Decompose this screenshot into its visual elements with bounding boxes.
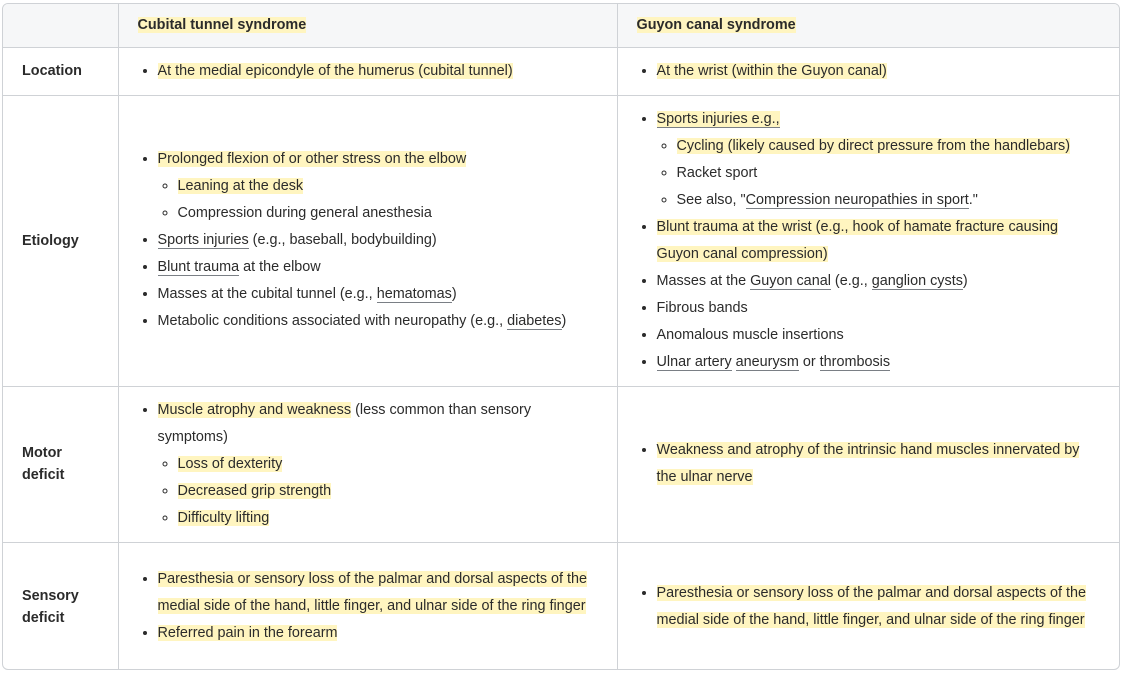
comparison-table xyxy=(3,4,1120,670)
list-item: • Ulnar artery aneurysm or thrombosis xyxy=(657,349,1103,376)
cell-location-guyon xyxy=(617,47,1120,95)
list-item: • Masses at the Guyon canal (e.g., ganglion cysts) xyxy=(657,268,1103,295)
header-row xyxy=(3,4,1120,47)
link-diabetes[interactable]: diabetes xyxy=(507,313,562,329)
list-item: ◦ Loss of dexterity xyxy=(178,451,598,478)
link-ganglion-cysts[interactable]: ganglion cysts xyxy=(871,272,963,289)
table-row-sensory xyxy=(3,542,1120,670)
link-guyon-canal[interactable]: Guyon canal xyxy=(750,272,831,289)
row-label-location: Location xyxy=(3,47,118,95)
link-blunt-trauma[interactable]: Blunt trauma xyxy=(157,259,240,275)
row-label-etiology: Etiology xyxy=(3,95,118,386)
list-item: • Referred pain in the forearm xyxy=(158,620,598,647)
header-empty-cell xyxy=(3,4,118,47)
cell-etiology-cubital xyxy=(118,95,617,386)
table-row-motor xyxy=(3,386,1120,542)
table-row-etiology xyxy=(3,95,1120,386)
list-item: • Muscle atrophy and weakness (less common than sensory symptoms) ◦ Loss of dexterity ◦ Decreased grip strength ◦ Difficulty lifting xyxy=(158,397,598,532)
list-item: • Fibrous bands xyxy=(657,295,1103,322)
list-item: • Weakness and atrophy of the intrinsic hand muscles innervated by the ulnar nerve xyxy=(657,437,1103,491)
list-item: • Sports injuries (e.g., baseball, bodybuilding) xyxy=(158,227,598,254)
row-label-sensory: Sensory deficit xyxy=(3,542,118,670)
list-item: • Blunt trauma at the elbow xyxy=(158,254,598,281)
list-item: • At the medial epicondyle of the humerus (cubital tunnel) xyxy=(158,58,598,85)
cell-motor-guyon xyxy=(617,386,1120,542)
header-guyon-text: Guyon canal syndrome xyxy=(636,17,796,34)
cell-location-cubital xyxy=(118,47,617,95)
list-item: ◦ See also, "Compression neuropathies in sport." xyxy=(677,187,1103,214)
link-aneurysm[interactable]: aneurysm xyxy=(735,353,799,370)
link-sports-injuries[interactable]: Sports injuries xyxy=(157,232,249,248)
list-item: ◦ Decreased grip strength xyxy=(178,478,598,505)
list-item: ◦ Racket sport xyxy=(677,160,1103,187)
list-item: ◦ Difficulty lifting xyxy=(178,505,598,532)
cell-sensory-guyon xyxy=(617,542,1120,670)
list-item: • Metabolic conditions associated with neuropathy (e.g., diabetes) xyxy=(158,308,598,335)
cell-etiology-guyon xyxy=(617,95,1120,386)
cell-sensory-cubital xyxy=(118,542,617,670)
list-item: ◦ Compression during general anesthesia xyxy=(178,200,598,227)
comparison-table-container xyxy=(2,3,1120,670)
row-label-motor: Motor deficit xyxy=(3,386,118,542)
link-sports-injuries-guyon[interactable]: Sports injuries e.g., xyxy=(656,110,780,127)
link-thrombosis[interactable]: thrombosis xyxy=(819,353,891,370)
list-item: ◦ Cycling (likely caused by direct pressure from the handlebars) xyxy=(677,133,1103,160)
header-cubital-text: Cubital tunnel syndrome xyxy=(137,17,307,34)
table-row-location xyxy=(3,47,1120,95)
list-item: • Paresthesia or sensory loss of the palmar and dorsal aspects of the medial side of the hand, little finger, and ulnar side of the ring finger xyxy=(158,566,598,620)
list-item: • Blunt trauma at the wrist (e.g., hook of hamate fracture causing Guyon canal compression) xyxy=(657,214,1103,268)
list-item: ◦ Leaning at the desk xyxy=(178,173,598,200)
cell-motor-cubital xyxy=(118,386,617,542)
link-ulnar-artery[interactable]: Ulnar artery xyxy=(656,353,732,370)
list-item: • Masses at the cubital tunnel (e.g., hematomas) xyxy=(158,281,598,308)
link-compression-neuropathies[interactable]: Compression neuropathies in sport xyxy=(745,191,969,208)
header-guyon xyxy=(617,4,1120,47)
header-cubital xyxy=(118,4,617,47)
list-item: • Anomalous muscle insertions xyxy=(657,322,1103,349)
list-item xyxy=(657,106,1103,214)
link-hematomas[interactable]: hematomas xyxy=(376,286,452,302)
list-item: • At the wrist (within the Guyon canal) xyxy=(657,58,1103,85)
list-item: • Paresthesia or sensory loss of the palmar and dorsal aspects of the medial side of the hand, little finger, and ulnar side of the ring finger xyxy=(657,580,1103,634)
list-item: • Prolonged flexion of or other stress on the elbow ◦ Leaning at the desk ◦ Compression during general anesthesia xyxy=(158,146,598,227)
